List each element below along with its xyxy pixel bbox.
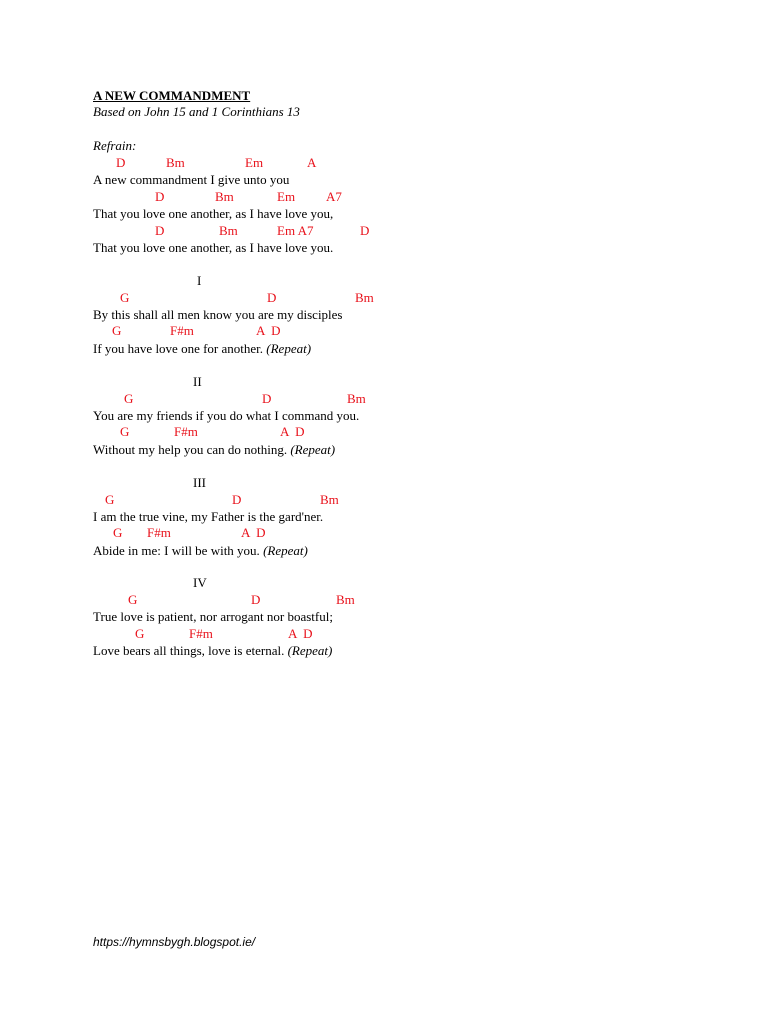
chord: Em xyxy=(245,155,264,170)
repeat-marker: (Repeat) xyxy=(266,341,312,356)
lyric-line: You are my friends if you do what I command you. xyxy=(93,408,360,423)
lyric-line: I am the true vine, my Father is the gard'ner. xyxy=(93,509,324,524)
chord: Bm xyxy=(166,155,185,170)
chord: G xyxy=(124,391,134,406)
lyric-text: Love bears all things, love is eternal. xyxy=(93,643,288,658)
lyric-line: That you love one another, as I have love you. xyxy=(93,240,334,255)
repeat-marker: (Repeat) xyxy=(290,442,336,457)
chord: F#m xyxy=(189,626,213,641)
lyric-line xyxy=(93,341,311,357)
lyric-line: A new commandment I give unto you xyxy=(93,172,290,187)
chord: Em xyxy=(277,189,296,204)
chord: Bm xyxy=(355,290,374,305)
chord: A D xyxy=(256,323,281,338)
chord: G xyxy=(120,424,130,439)
lyric-line: By this shall all men know you are my disciples xyxy=(93,307,343,322)
chord: A D xyxy=(288,626,313,641)
chord: D xyxy=(232,492,242,507)
chord: D xyxy=(116,155,126,170)
chord: Bm xyxy=(347,391,366,406)
chord: Em A7 xyxy=(277,223,314,238)
chord: G xyxy=(113,525,123,540)
chord: Bm xyxy=(320,492,339,507)
chord: D xyxy=(155,189,165,204)
repeat-marker: (Repeat) xyxy=(263,543,308,558)
chord: D xyxy=(262,391,272,406)
chord: G xyxy=(135,626,145,641)
verse-number: III xyxy=(193,475,206,490)
lyric-text: Without my help you can do nothing. xyxy=(93,442,291,457)
song-title: A NEW COMMANDMENT xyxy=(93,88,251,103)
chord: A xyxy=(307,155,317,170)
chord: Bm xyxy=(219,223,238,238)
chord: D xyxy=(155,223,165,238)
chord: F#m xyxy=(147,525,171,540)
chord: G xyxy=(105,492,115,507)
chord: D xyxy=(251,592,261,607)
verse-number: IV xyxy=(193,575,207,590)
song-subtitle: Based on John 15 and 1 Corinthians 13 xyxy=(93,104,300,119)
chord: A D xyxy=(280,424,305,439)
repeat-marker: (Repeat) xyxy=(287,643,333,658)
chord: Bm xyxy=(336,592,355,607)
verse-number: I xyxy=(197,273,202,288)
lyric-text: If you have love one for another. xyxy=(93,341,267,356)
refrain-label: Refrain: xyxy=(93,138,137,153)
chord: G xyxy=(128,592,138,607)
lyric-line xyxy=(93,543,308,559)
lyric-line: That you love one another, as I have love you, xyxy=(93,206,334,221)
lyric-line xyxy=(93,442,335,458)
chord: F#m xyxy=(174,424,198,439)
chord: G xyxy=(120,290,130,305)
chord: D xyxy=(267,290,277,305)
chord: G xyxy=(112,323,122,338)
verse-number: II xyxy=(193,374,202,389)
chord: A7 xyxy=(326,189,342,204)
lyric-text: Abide in me: I will be with you. xyxy=(93,543,264,558)
lyric-line xyxy=(93,643,332,659)
chord: A D xyxy=(241,525,266,540)
footer-url[interactable]: https://hymnsbygh.blogspot.ie/ xyxy=(93,935,256,949)
chord: F#m xyxy=(170,323,194,338)
chord: D xyxy=(360,223,370,238)
chord: Bm xyxy=(215,189,234,204)
lyric-line: True love is patient, nor arrogant nor boastful; xyxy=(93,609,333,624)
